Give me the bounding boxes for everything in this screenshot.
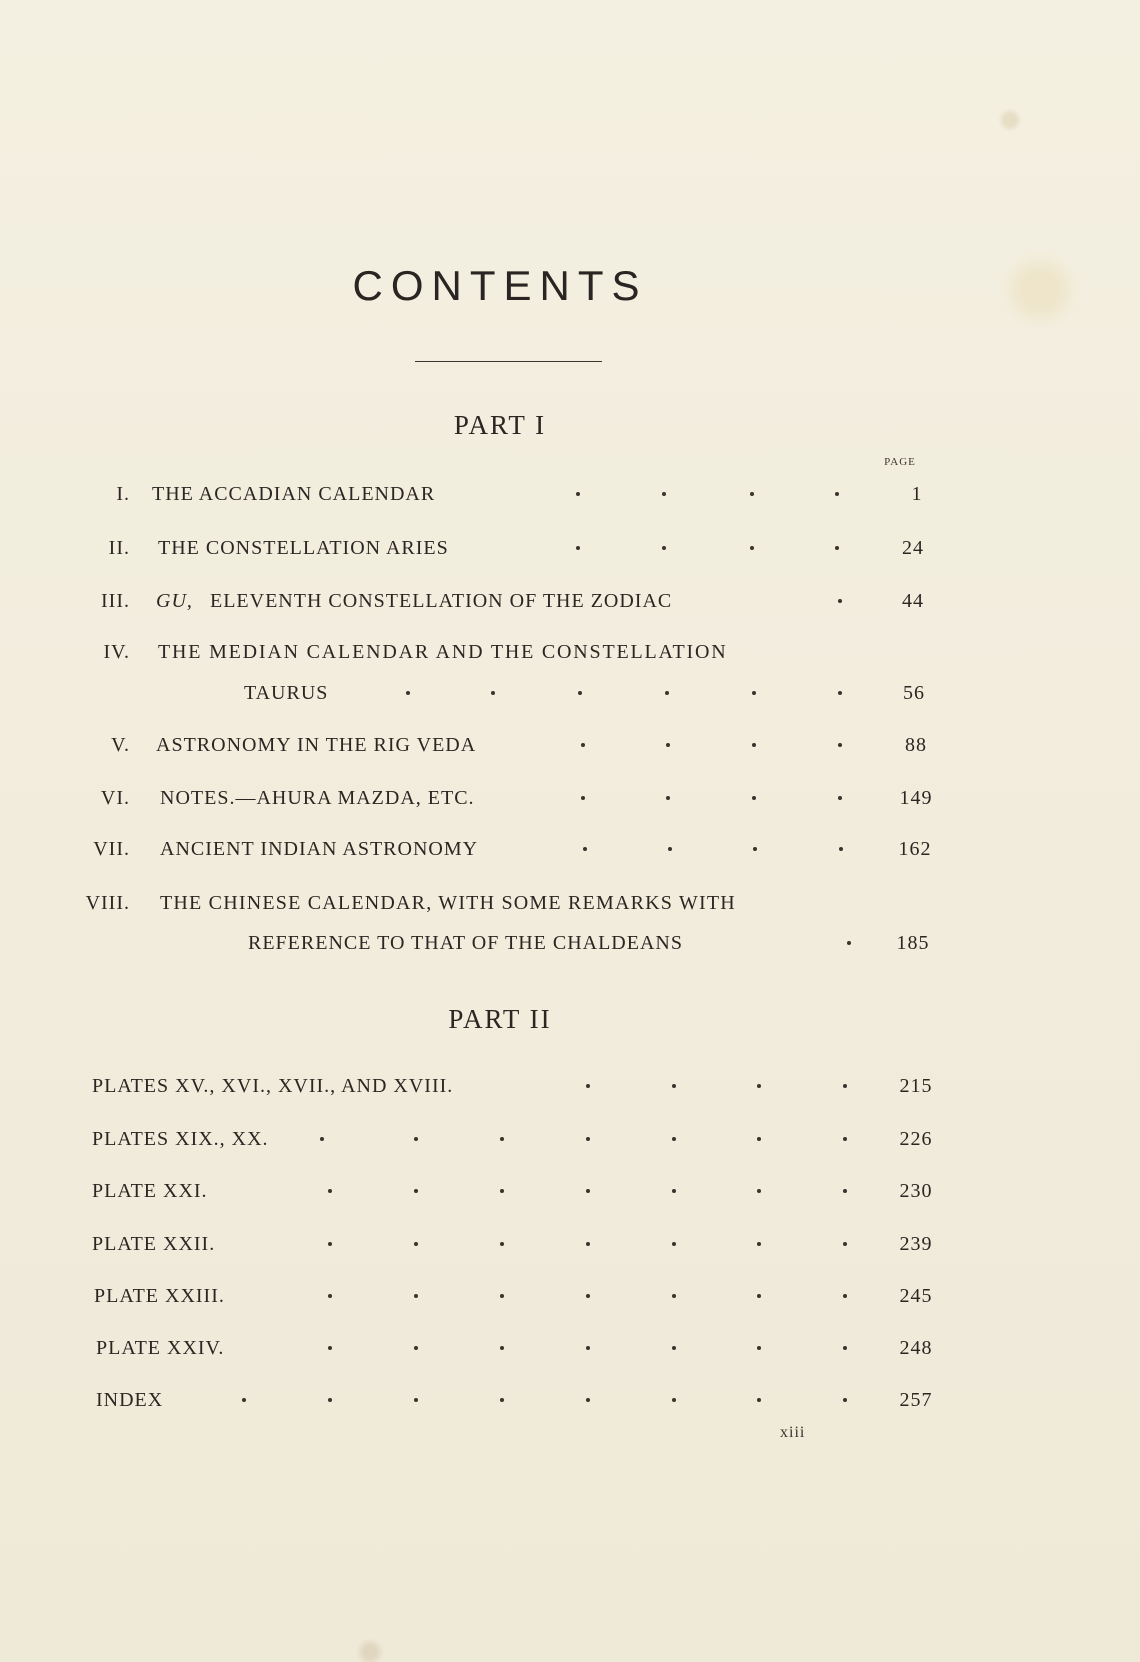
leader-dot	[328, 1346, 332, 1350]
entry-number: IV.	[103, 641, 130, 663]
leader-dot	[672, 1189, 676, 1193]
leader-dot	[491, 691, 495, 695]
entry-number: VI.	[100, 787, 130, 809]
entry-title: NOTES.—AHURA MAZDA, ETC.	[160, 787, 475, 809]
toc-entry-v	[0, 733, 1140, 773]
leader-dot	[581, 796, 585, 800]
leader-dot	[662, 546, 666, 550]
entry-number: VIII.	[85, 892, 130, 914]
entry-page: 230	[899, 1180, 933, 1202]
leader-dot	[583, 847, 587, 851]
leader-dot	[838, 796, 842, 800]
leader-dot	[578, 691, 582, 695]
entry-title: ANCIENT INDIAN ASTRONOMY	[160, 838, 479, 860]
leader-dot	[757, 1189, 761, 1193]
entry-title-line2: TAURUS	[244, 682, 329, 704]
leader-dot	[586, 1084, 590, 1088]
leader-dot	[414, 1294, 418, 1298]
entry-page: 149	[899, 787, 933, 809]
leader-dot	[666, 743, 670, 747]
entry-number: VII.	[93, 838, 130, 860]
leader-dot	[843, 1084, 847, 1088]
entry-number: I.	[116, 483, 130, 505]
leader-dot	[328, 1294, 332, 1298]
leader-dot	[662, 492, 666, 496]
leader-dot	[500, 1189, 504, 1193]
entry-title: PLATES XV., XVI., XVII., AND XVIII.	[92, 1075, 454, 1097]
leader-dot	[586, 1189, 590, 1193]
toc-entry-plates-xix-xx	[0, 1127, 1140, 1167]
leader-dot	[581, 743, 585, 747]
page-title: CONTENTS	[352, 262, 648, 309]
leader-dot	[665, 691, 669, 695]
leader-dot	[843, 1398, 847, 1402]
leader-dot	[843, 1189, 847, 1193]
entry-page: 24	[902, 537, 924, 559]
page-number: xiii	[780, 1424, 806, 1441]
leader-dot	[414, 1242, 418, 1246]
leader-dot	[586, 1137, 590, 1141]
toc-entry-viii-line2	[0, 931, 1140, 971]
entry-page: 257	[899, 1389, 933, 1411]
leader-dot	[672, 1346, 676, 1350]
toc-entry-vii	[0, 837, 1140, 877]
leader-dot	[320, 1137, 324, 1141]
leader-dot	[843, 1137, 847, 1141]
entry-title: THE ACCADIAN CALENDAR	[152, 483, 436, 505]
leader-dot	[414, 1137, 418, 1141]
entry-title-line2: REFERENCE TO THAT OF THE CHALDEANS	[248, 932, 683, 954]
entry-title: PLATE XXIV.	[96, 1337, 225, 1359]
entry-page: 239	[899, 1233, 933, 1255]
leader-dot	[414, 1398, 418, 1402]
leader-dot	[847, 941, 851, 945]
leader-dot	[586, 1398, 590, 1402]
toc-entry-iv	[0, 640, 1140, 680]
leader-dot	[500, 1137, 504, 1141]
toc-entry-viii	[0, 891, 1140, 931]
entry-title: THE CONSTELLATION ARIES	[158, 537, 449, 559]
toc-entry-i	[0, 482, 1140, 522]
entry-page: 226	[899, 1128, 933, 1150]
leader-dot	[672, 1084, 676, 1088]
leader-dot	[328, 1398, 332, 1402]
entry-title: ELEVENTH CONSTELLATION OF THE ZODIAC	[210, 590, 673, 612]
leader-dot	[666, 796, 670, 800]
entry-title: PLATE XXIII.	[94, 1285, 225, 1307]
toc-entry-plate-xxi	[0, 1179, 1140, 1219]
leader-dot	[672, 1398, 676, 1402]
leader-dot	[672, 1294, 676, 1298]
toc-entry-plates-xv-xviii	[0, 1074, 1140, 1114]
leader-dot	[752, 691, 756, 695]
leader-dot	[838, 743, 842, 747]
leader-dot	[406, 691, 410, 695]
entry-number: III.	[101, 590, 130, 612]
part-i-heading: PART I	[453, 410, 547, 440]
leader-dot	[500, 1242, 504, 1246]
entry-number: II.	[108, 537, 130, 559]
leader-dot	[672, 1137, 676, 1141]
page-column-heading: PAGE	[884, 456, 916, 468]
toc-entry-index	[0, 1388, 1140, 1428]
leader-dot	[750, 492, 754, 496]
toc-entry-iii	[0, 589, 1140, 629]
entry-page: 88	[905, 734, 927, 756]
leader-dot	[757, 1137, 761, 1141]
leader-dot	[414, 1189, 418, 1193]
leader-dot	[672, 1242, 676, 1246]
leader-dot	[500, 1294, 504, 1298]
entry-title: PLATES XIX., XX.	[92, 1128, 269, 1150]
leader-dot	[500, 1398, 504, 1402]
leader-dot	[757, 1242, 761, 1246]
toc-entry-plate-xxiii	[0, 1284, 1140, 1324]
leader-dot	[843, 1294, 847, 1298]
leader-dot	[838, 691, 842, 695]
entry-title: INDEX	[96, 1389, 164, 1411]
toc-entry-ii	[0, 536, 1140, 576]
entry-page: 245	[899, 1285, 933, 1307]
entry-page: 162	[898, 838, 932, 860]
leader-dot	[586, 1346, 590, 1350]
leader-dot	[750, 546, 754, 550]
entry-title: PLATE XXI.	[92, 1180, 208, 1202]
leader-dot	[752, 743, 756, 747]
leader-dot	[586, 1242, 590, 1246]
entry-page: 248	[899, 1337, 933, 1359]
entry-title: PLATE XXII.	[92, 1233, 216, 1255]
toc-entry-plate-xxii	[0, 1232, 1140, 1272]
leader-dot	[668, 847, 672, 851]
entry-page: 215	[899, 1075, 933, 1097]
entry-page: 56	[903, 682, 925, 704]
entry-page: 185	[896, 932, 930, 954]
entry-page: 1	[911, 483, 923, 505]
leader-dot	[328, 1189, 332, 1193]
entry-title-italic: GU,	[156, 590, 193, 612]
leader-dot	[835, 492, 839, 496]
leader-dot	[757, 1084, 761, 1088]
entry-title: ASTRONOMY IN THE RIG VEDA	[156, 734, 477, 756]
leader-dot	[414, 1346, 418, 1350]
leader-dot	[838, 599, 842, 603]
entry-number: V.	[111, 734, 130, 756]
leader-dot	[843, 1242, 847, 1246]
toc-entry-iv-line2	[0, 681, 1140, 721]
leader-dot	[576, 492, 580, 496]
leader-dot	[839, 847, 843, 851]
leader-dot	[757, 1346, 761, 1350]
leader-dot	[576, 546, 580, 550]
leader-dot	[835, 546, 839, 550]
leader-dot	[328, 1242, 332, 1246]
leader-dot	[757, 1294, 761, 1298]
entry-page: 44	[902, 590, 924, 612]
entry-title-line1: THE MEDIAN CALENDAR AND THE CONSTELLATION	[158, 641, 728, 663]
toc-entry-vi	[0, 786, 1140, 826]
leader-dot	[843, 1346, 847, 1350]
leader-dot	[242, 1398, 246, 1402]
leader-dot	[752, 796, 756, 800]
entry-title-line1: THE CHINESE CALENDAR, WITH SOME REMARKS WITH	[160, 892, 736, 914]
leader-dot	[753, 847, 757, 851]
toc-entry-plate-xxiv	[0, 1336, 1140, 1376]
leader-dot	[586, 1294, 590, 1298]
leader-dot	[757, 1398, 761, 1402]
part-ii-heading: PART II	[448, 1004, 552, 1034]
title-rule	[415, 361, 602, 362]
leader-dot	[500, 1346, 504, 1350]
